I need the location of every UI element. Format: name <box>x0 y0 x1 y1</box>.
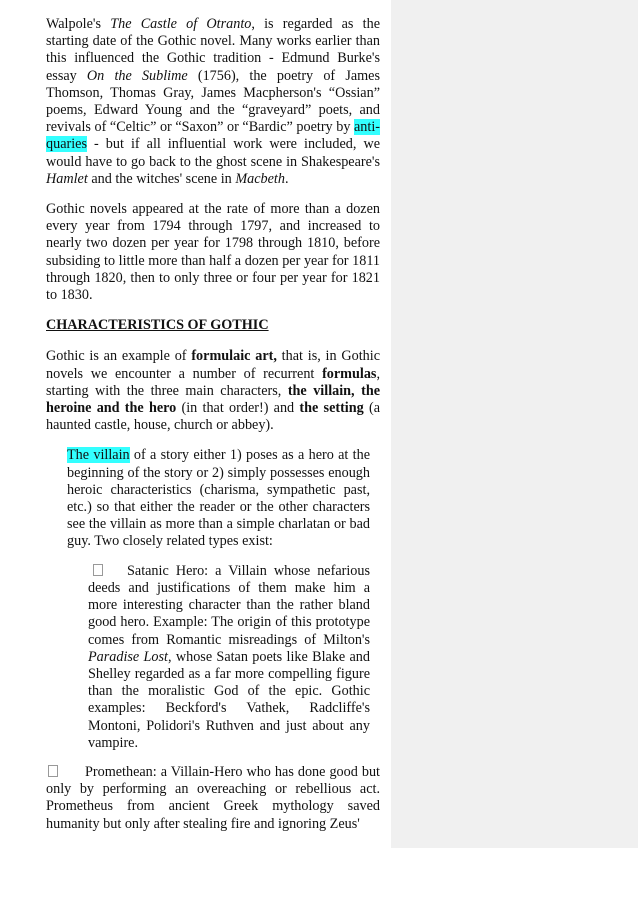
formulaic-art-paragraph <box>46 348 380 434</box>
margin-panel <box>391 0 638 848</box>
text-run: - but if all influential work were included, we would have to go back to the ghost scene in Shakespeare's <box>46 136 380 170</box>
document-body <box>46 16 380 833</box>
text-run: and the witches' scene in <box>87 170 236 187</box>
text-run: that is, in Gothic novels we encounter a number of recurrent <box>46 348 381 382</box>
text-run: Gothic is an example of <box>46 348 192 365</box>
text-run: (1756), the poetry of James Thomson, Thomas Gray, James Macpherson's “Ossian” poems, Edward Young and the “graveyard” poets, and revivals of “Celtic” or “Saxon” or “Bardic” poetry by <box>46 67 380 136</box>
book-title: Paradise Lost <box>88 648 168 665</box>
bullet-box-icon <box>93 564 103 576</box>
text-run: of a story either 1) poses as a hero at the beginning of the story or 2) simply possesses enough heroic characteristics (charisma, sympathetic past, etc.) so that either the reader or the other characters see the villain as more than a simple charlatan or bad guy. Two closely related types exist: <box>67 447 371 550</box>
section-heading: CHARACTERISTICS OF GOTHIC <box>46 317 269 334</box>
bold-term: the villain, the heroine and the hero <box>46 382 381 417</box>
text-run: , starting with the three main characters, <box>46 365 380 399</box>
text-run: (in that order!) and <box>176 400 300 417</box>
book-title: On the Sublime <box>86 67 188 84</box>
bold-term: formulas <box>322 365 377 382</box>
text-run: , whose Satan poets like Blake and Shelley regarded as a far more compelling figure than the moralistic God of the epic. Gothic examples: Beckford's Vathek, Radcliffe's Montoni, Polidori's Ruthven and just about any vampire. <box>88 648 370 751</box>
bullet-box-icon <box>48 765 58 777</box>
publication-rate-paragraph: Gothic novels appeared at the rate of more than a dozen every year from 1794 through 1797, and increased to nearly two dozen per year for 1798 through 1810, before subsiding to little more than half a dozen per year for 1811 through 1820, then to only three or four per year for 1821 to 1830. <box>46 201 380 304</box>
intro-paragraph <box>46 16 380 188</box>
text-run: Promethean: a Villain-Hero who has done good but only by performing an overeaching or rebellious act. Prometheus from ancient Greek mythology saved humanity but only after stealing fire and ignoring Zeus' <box>46 763 380 832</box>
satanic-hero-bullet <box>88 563 370 752</box>
promethean-bullet <box>46 764 380 833</box>
text-run: (a haunted castle, house, church or abbey). <box>46 400 381 434</box>
text-run: Satanic Hero: a Villain whose nefarious deeds and justifications of them make him a more interesting character than the rather bland good hero. Example: The origin of this prototype comes from Romantic misreadings of Milton's <box>88 562 370 648</box>
bold-term: the setting <box>299 400 364 417</box>
villain-paragraph <box>67 447 370 550</box>
highlighted-text: The villain <box>67 447 130 464</box>
text-run: . <box>284 170 289 187</box>
bold-term: formulaic art, <box>191 348 277 365</box>
book-title: Macbeth <box>235 170 285 187</box>
text-run: , is regarded as the starting date of the Gothic novel. Many works earlier than this influenced the Gothic tradition - Edmund Burke's essay <box>46 16 380 84</box>
book-title: The Castle of Otranto <box>110 16 252 32</box>
text-run: Walpole's <box>46 16 111 32</box>
highlighted-text: anti-quaries <box>46 119 380 153</box>
book-title: Hamlet <box>46 170 88 187</box>
